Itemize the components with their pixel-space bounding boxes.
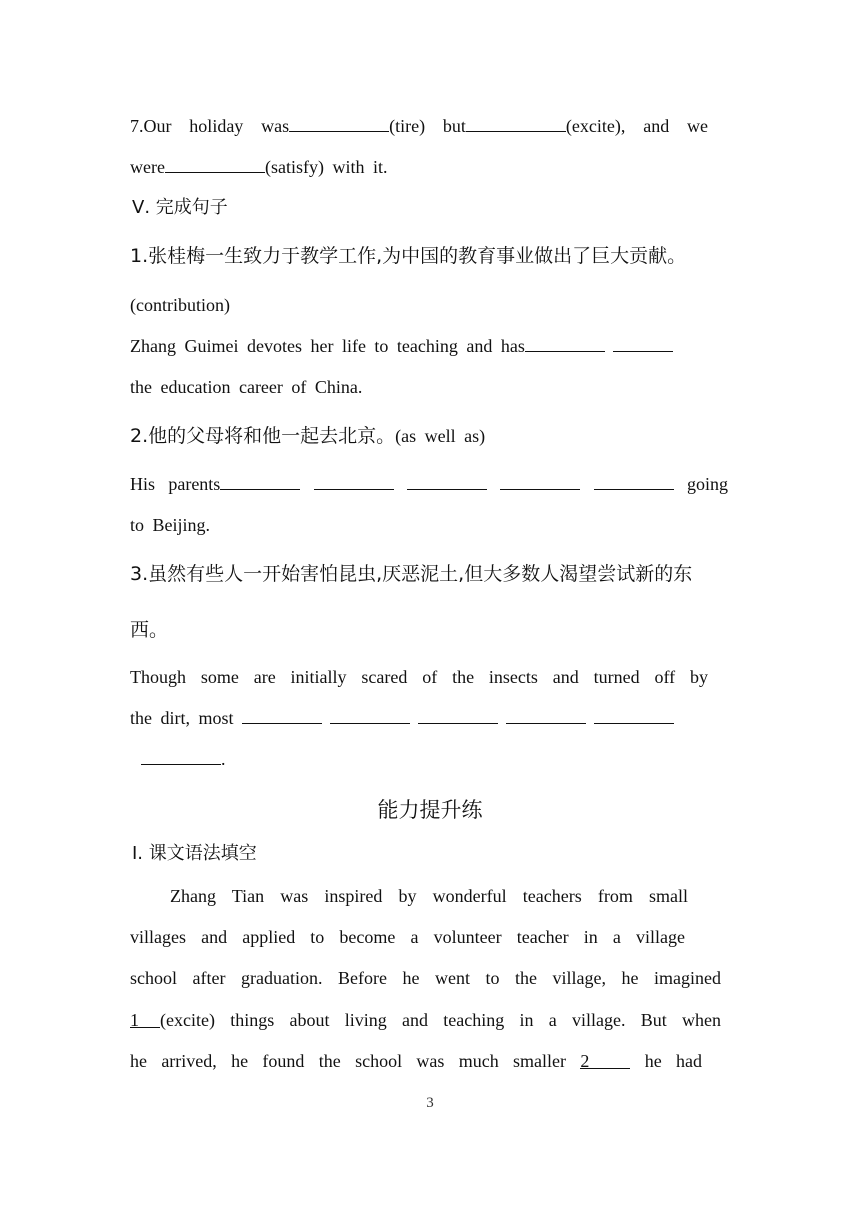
s2-line-1 [130, 425, 485, 447]
s1-english-a: Zhang Guimei devotes her life to teaching and has [130, 336, 525, 356]
answer-blank[interactable] [314, 473, 394, 490]
passage-text-5a: he arrived, he found the school was much smaller [130, 1051, 567, 1071]
s1-chinese: 1.张桂梅一生致力于教学工作,为中国的教育事业做出了巨大贡献。 [130, 245, 687, 267]
passage-line-1 [170, 885, 688, 907]
q7-hint-2: (excite), and we [565, 116, 708, 136]
s2-english-a: His parents [130, 474, 221, 494]
passage-line-3 [130, 967, 721, 989]
answer-blank[interactable] [242, 707, 322, 724]
answer-blank[interactable] [594, 707, 674, 724]
section-heading-complete-sentences: Ⅴ. 完成句子 [132, 197, 228, 218]
s3-chinese-b: 西。 [130, 619, 169, 641]
answer-blank[interactable] [289, 115, 389, 132]
s3-english-end: . [221, 749, 226, 769]
s3-english-line-3 [141, 748, 226, 770]
q7-line-2 [130, 156, 387, 178]
s2-chinese: 2.他的父母将和他一起去北京。 [130, 425, 396, 447]
passage-text-4: (excite) things about living and teaching in a village. But when [160, 1010, 721, 1030]
answer-blank[interactable] [594, 473, 674, 490]
s3-english-line-1 [130, 666, 708, 688]
s2-hint: (as well as) [395, 426, 486, 446]
answer-blank[interactable] [500, 473, 580, 490]
answer-blank[interactable] [418, 707, 498, 724]
q7-text-1: 7.Our holiday was [130, 116, 290, 136]
answer-blank[interactable] [525, 335, 605, 352]
s2-english-b: to Beijing. [130, 515, 210, 535]
s3-chinese-a: 3.虽然有些人一开始害怕昆虫,厌恶泥土,但大多数人渴望尝试新的东 [130, 563, 693, 585]
answer-blank[interactable] [330, 707, 410, 724]
answer-blank[interactable] [506, 707, 586, 724]
section-heading-grammar-fill: Ⅰ. 课文语法填空 [132, 843, 257, 864]
s1-english-line-1 [130, 335, 673, 357]
passage-line-2 [130, 926, 685, 948]
passage-text-2: villages and applied to become a volunteer teacher in a village [130, 927, 685, 947]
answer-blank[interactable] [407, 473, 487, 490]
passage-text-3: school after graduation. Before he went to the village, he imagined [130, 968, 721, 988]
s2-english-a-end: going [687, 474, 729, 494]
answer-blank-2[interactable]: 2 [580, 1052, 630, 1069]
page-number: 3 [426, 1095, 434, 1111]
q7-hint-3: (satisfy) with it. [264, 157, 388, 177]
s3-english-line-2 [130, 707, 674, 729]
answer-blank[interactable] [165, 156, 265, 173]
passage-text-5b: he had [644, 1051, 703, 1071]
answer-blank[interactable] [466, 115, 566, 132]
answer-blank-1[interactable]: 1 [130, 1011, 160, 1028]
s1-english-b: the education career of China. [130, 377, 363, 397]
s1-hint: (contribution) [130, 295, 230, 315]
q7-hint-1: (tire) but [389, 116, 466, 136]
passage-line-4 [130, 1009, 721, 1031]
answer-blank[interactable] [220, 473, 300, 490]
q7-text-2: were [130, 157, 165, 177]
answer-blank[interactable] [141, 748, 221, 765]
answer-blank[interactable] [613, 335, 673, 352]
passage-text-1: Zhang Tian was inspired by wonderful teachers from small [170, 886, 688, 906]
s3-english-b: the dirt, most [130, 708, 234, 728]
s3-english-a: Though some are initially scared of the insects and turned off by [130, 667, 708, 687]
practice-title: 能力提升练 [377, 798, 483, 822]
q7-line-1 [130, 115, 708, 137]
s2-english-line-1 [130, 473, 728, 495]
passage-line-5 [130, 1050, 702, 1072]
